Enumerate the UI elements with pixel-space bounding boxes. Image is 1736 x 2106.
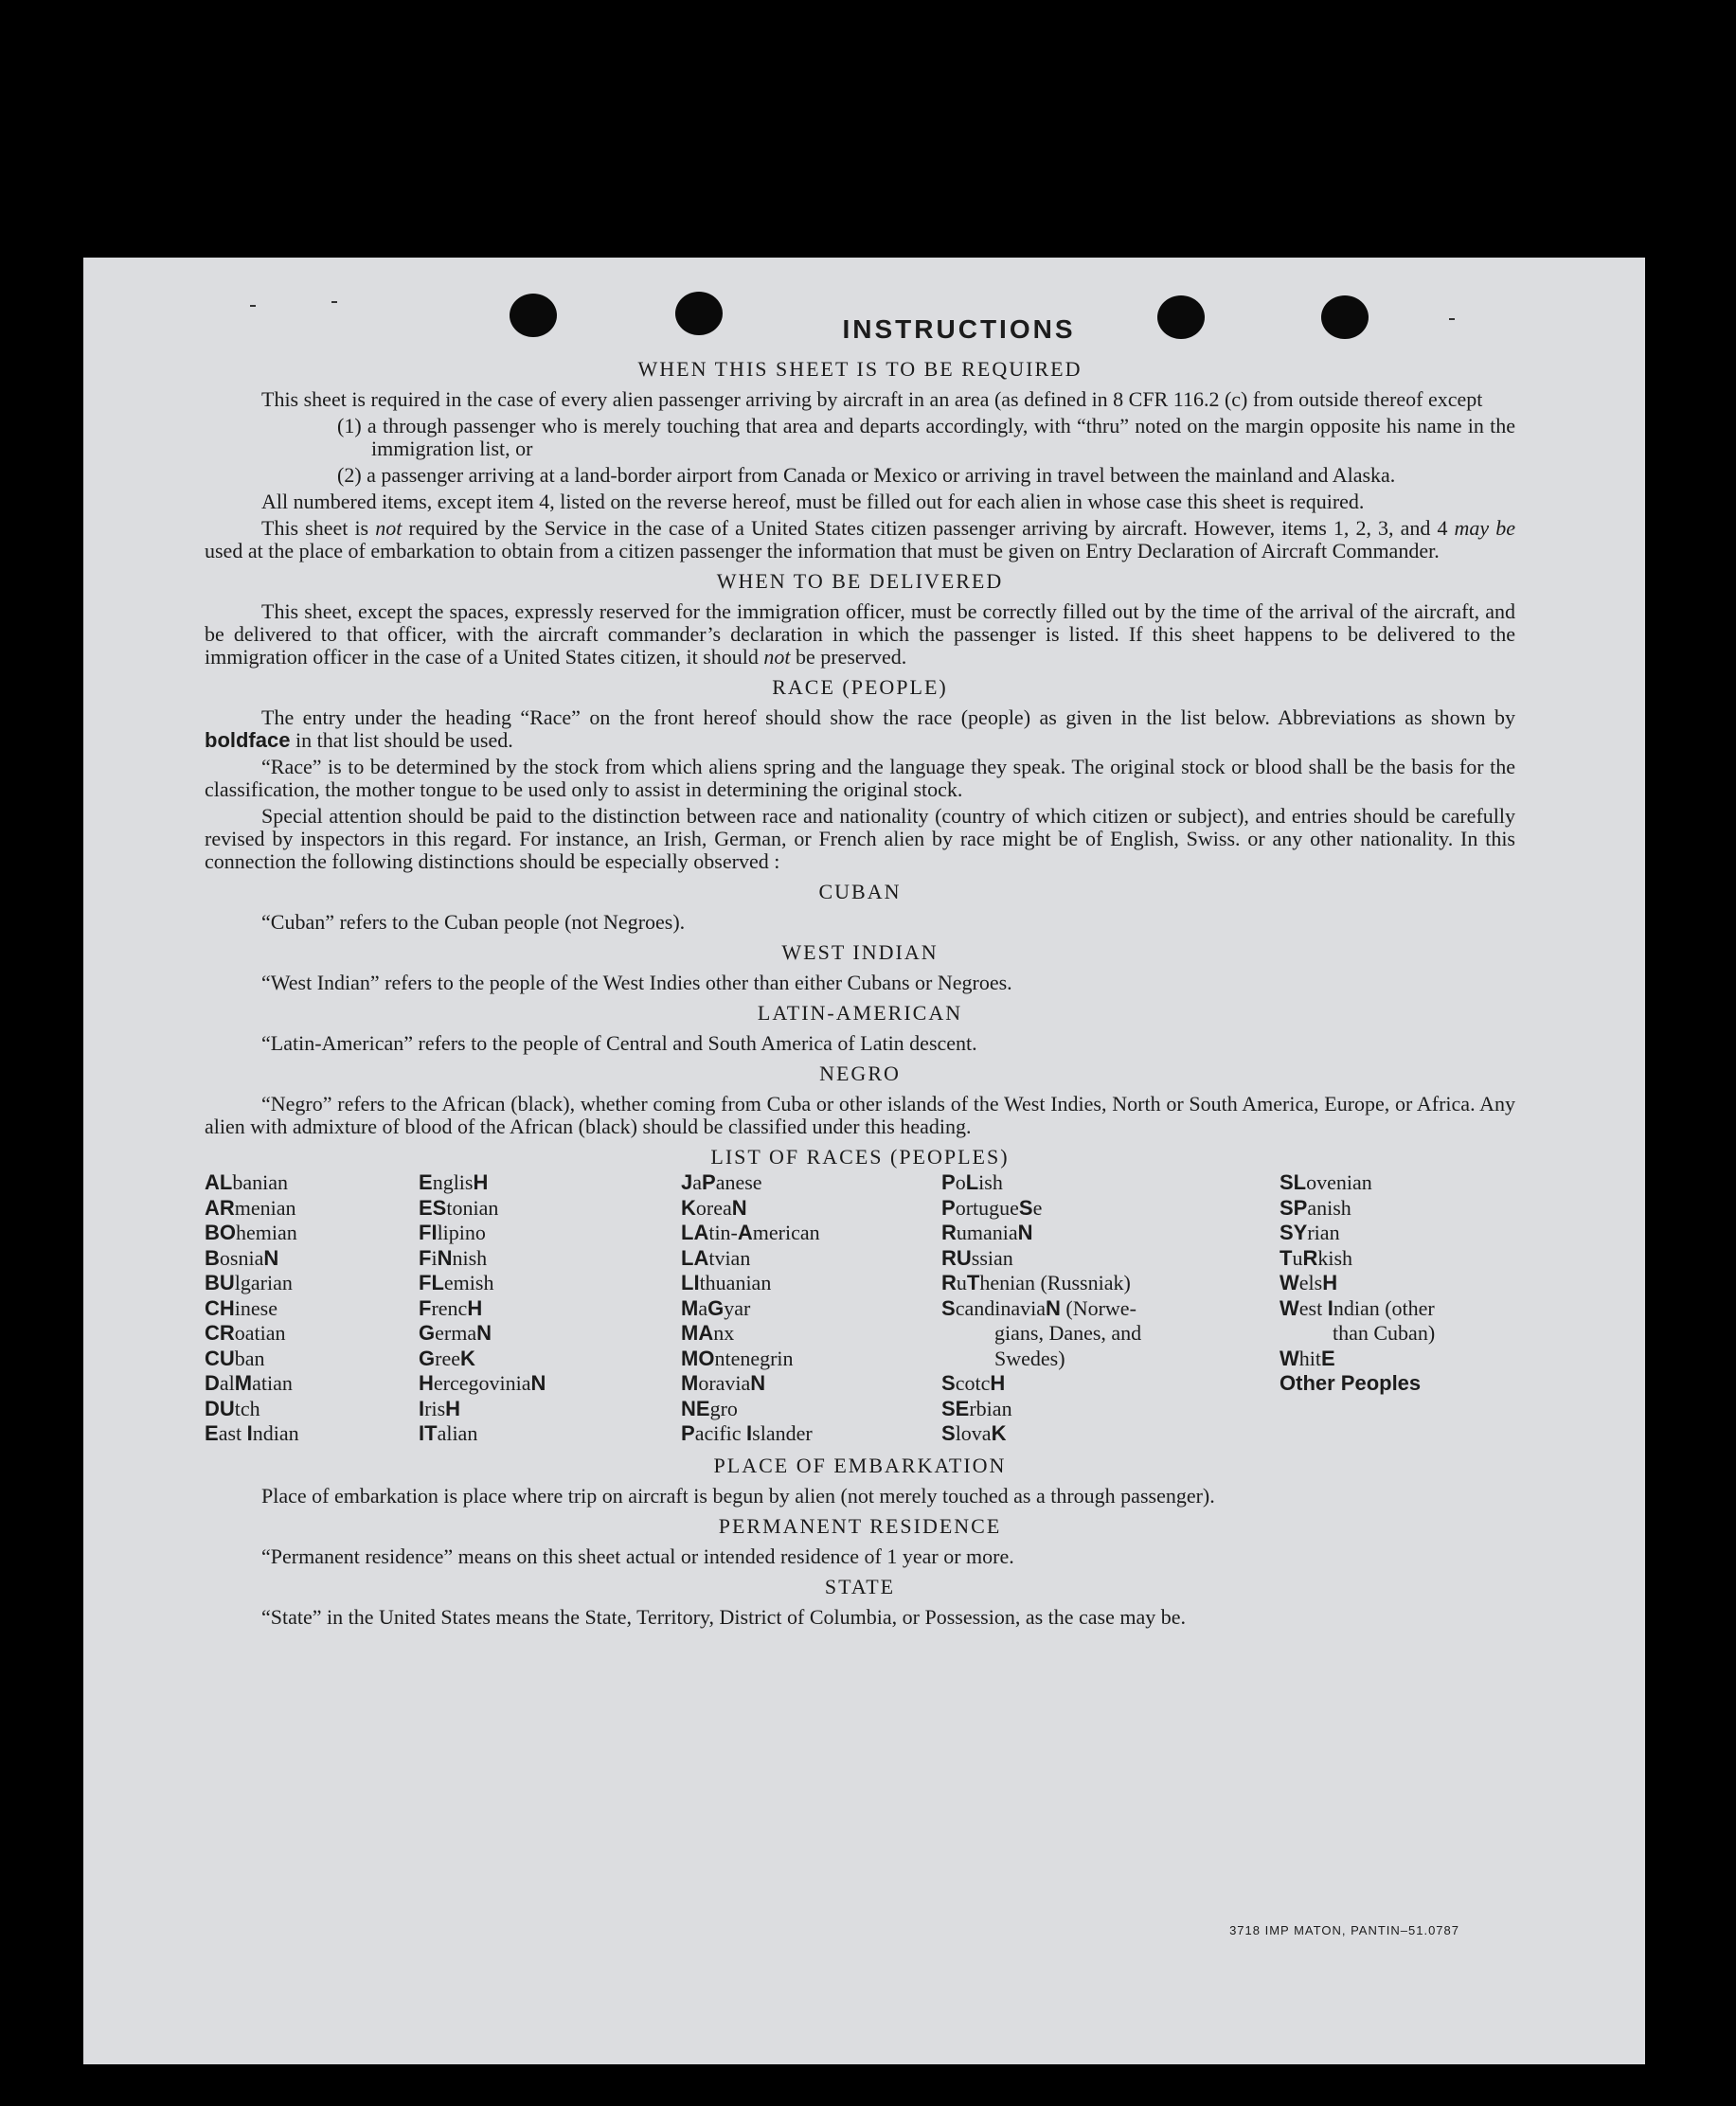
section-heading: NEGRO [819,1062,901,1085]
race-item: BUlgarian [205,1271,293,1294]
race-item: RUssian [941,1245,1013,1270]
race-item: FLemish [419,1271,494,1294]
race-item: FIlipino [419,1221,486,1244]
race-item: CRoatian [205,1321,286,1345]
race-item: SLovenian [1280,1170,1372,1194]
race-item: RuThenian (Russniak) [941,1271,1131,1294]
race-item: LIthuanian [681,1271,772,1294]
list-item: (2) a passenger arriving at a land-border airport from Canada or Mexico or arriving in travel between the mainland and Alaska. [337,463,1396,487]
race-item: SYrian [1280,1221,1340,1244]
paragraph: This sheet is not required by the Service in the case of a United States citizen passenger arriving by aircraft. However, items 1, 2, 3, and 4 may be used at the place of embarkation to obtain from a citizen passenger the information that must be given on Entry Declaration of Aircraft Commander. [205,516,1515,562]
race-item: CHinese [205,1295,277,1320]
race-item: LAtin-American [681,1221,820,1244]
page-title: INSTRUCTIONS [842,314,1076,344]
race-item: Pacific Islander [681,1421,813,1445]
paragraph: This sheet is required in the case of every alien passenger arriving by aircraft in an area (as defined in 8 CFR 116.2 (c) from outside thereof except [261,387,1483,411]
paragraph: All numbered items, except item 4, listed on the reverse hereof, must be filled out for each alien in whose case this sheet is required. [261,490,1365,513]
race-item: FrencH [419,1295,483,1320]
race-item: GreeK [419,1346,475,1370]
section-heading: LIST OF RACES (PEOPLES) [710,1145,1010,1169]
section-heading: WEST INDIAN [781,940,939,964]
section-heading: CUBAN [818,880,902,903]
paragraph: Place of embarkation is place where trip on aircraft is begun by alien (not merely touched as a through passenger). [261,1483,1215,1508]
paragraph: “Latin-American” refers to the people of Central and South America of Latin descent. [261,1031,977,1055]
race-item: FiNnish [419,1245,488,1270]
race-item: LAtvian [681,1245,751,1270]
race-item: gians, Danes, and [994,1321,1142,1345]
race-item: ScandinaviaN (Norwe- [941,1295,1136,1320]
mark [331,301,337,303]
race-item: JaPanese [681,1170,762,1194]
race-item: BosniaN [205,1245,279,1270]
race-item: RumaniaN [941,1221,1033,1244]
race-item: ITalian [419,1421,478,1445]
race-item: Swedes) [994,1346,1065,1370]
race-item: EnglisH [419,1170,489,1194]
race-item: East Indian [205,1421,299,1445]
race-column [1280,1170,1507,1447]
race-item: Other Peoples [1280,1371,1422,1395]
paragraph: “Negro” refers to the African (black), whether coming from Cuba or other islands of the West Indies, North or South America, Europe, or Africa. Any alien with admixture of blood of the African (black) should be classified under this heading. [205,1092,1515,1138]
race-item: SlovaK [941,1421,1007,1445]
instructions-body [205,350,1515,1633]
race-item: MaGyar [681,1295,751,1320]
race-column [681,1170,941,1447]
race-item: DUtch [205,1396,260,1420]
race-item: MAnx [681,1321,735,1345]
race-item: DalMatian [205,1371,293,1395]
race-item: CUban [205,1346,265,1370]
race-item: ALbanian [205,1170,288,1194]
section-heading: WHEN TO BE DELIVERED [716,569,1004,593]
paragraph: This sheet, except the spaces, expressly reserved for the immigration officer, must be correctly filled out by the time of the arrival of the aircraft, and be delivered to that officer, with the aircraft commander’s declaration in which the passenger is listed. If this sheet happens to be delivered to the immigration officer in the case of a United States citizen, it should not be preserved. [205,599,1515,669]
paragraph: “West Indian” refers to the people of the West Indies other than either Cubans or Negroes. [261,971,1012,994]
race-item: ARmenian [205,1195,296,1220]
section-heading: RACE (PEOPLE) [772,675,948,699]
mark [250,305,256,307]
race-item: HercegoviniaN [419,1371,546,1395]
race-item: BOhemian [205,1221,297,1244]
race-column [205,1170,419,1447]
section-heading: STATE [824,1574,896,1598]
race-item: SPanish [1280,1195,1351,1220]
paragraph: “Cuban” refers to the Cuban people (not Negroes). [261,910,686,934]
race-item: West Indian (other [1280,1295,1435,1320]
paragraph: “Permanent residence” means on this sheet actual or intended residence of 1 year or more. [261,1544,1014,1568]
list-item: (1) a through passenger who is merely touching that area and departs accordingly, with “thru” noted on the margin opposite his name in the immigration list, or [337,414,1515,460]
section-heading: PERMANENT RESIDENCE [718,1513,1002,1538]
race-item: GermaN [419,1321,492,1345]
paragraph: The entry under the heading “Race” on the front hereof should show the race (people) as given in the list below. Abbreviations as shown by boldface in that list should be used. [205,705,1515,752]
paragraph: “Race” is to be determined by the stock from which aliens spring and the language they speak. The original stock or blood shall be the basis for the classification, the mother tongue to be used only to assist in determining the original stock. [205,755,1515,801]
race-list [205,1170,1515,1447]
race-item: WelsH [1280,1271,1338,1294]
race-item: MOntenegrin [681,1346,794,1370]
race-item: IrisH [419,1396,461,1420]
printer-imprint: 3718 IMP MATON, PANTIN–51.0787 [1229,1923,1459,1937]
race-item: TuRkish [1280,1245,1353,1270]
section-heading: WHEN THIS SHEET IS TO BE REQUIRED [637,357,1083,381]
race-item: PortugueSe [941,1195,1043,1220]
document-page [83,258,1645,2064]
paragraph: Special attention should be paid to the distinction between race and nationality (country of which citizen or subject), and entries should be carefully revised by inspectors in this regard. For instance, an Irish, German, or French alien by race might be of English, Swiss. or any other nationality. In this connection the following distinctions should be especially observed : [205,804,1515,873]
race-item: NEgro [681,1396,738,1420]
race-item: WhitE [1280,1346,1335,1370]
race-item: than Cuban) [1333,1321,1436,1345]
paragraph: “State” in the United States means the State, Territory, District of Columbia, or Possession, as the case may be. [261,1604,1187,1629]
section-heading: PLACE OF EMBARKATION [713,1453,1007,1477]
race-item: EStonian [419,1195,499,1220]
race-item: KoreaN [681,1195,747,1220]
race-item: SErbian [941,1396,1012,1420]
section-heading: LATIN-AMERICAN [757,1001,963,1025]
race-item: PoLish [941,1170,1003,1194]
race-column [941,1170,1280,1447]
race-column [419,1170,681,1447]
race-item: ScotcH [941,1371,1006,1395]
race-item: MoraviaN [681,1371,766,1395]
